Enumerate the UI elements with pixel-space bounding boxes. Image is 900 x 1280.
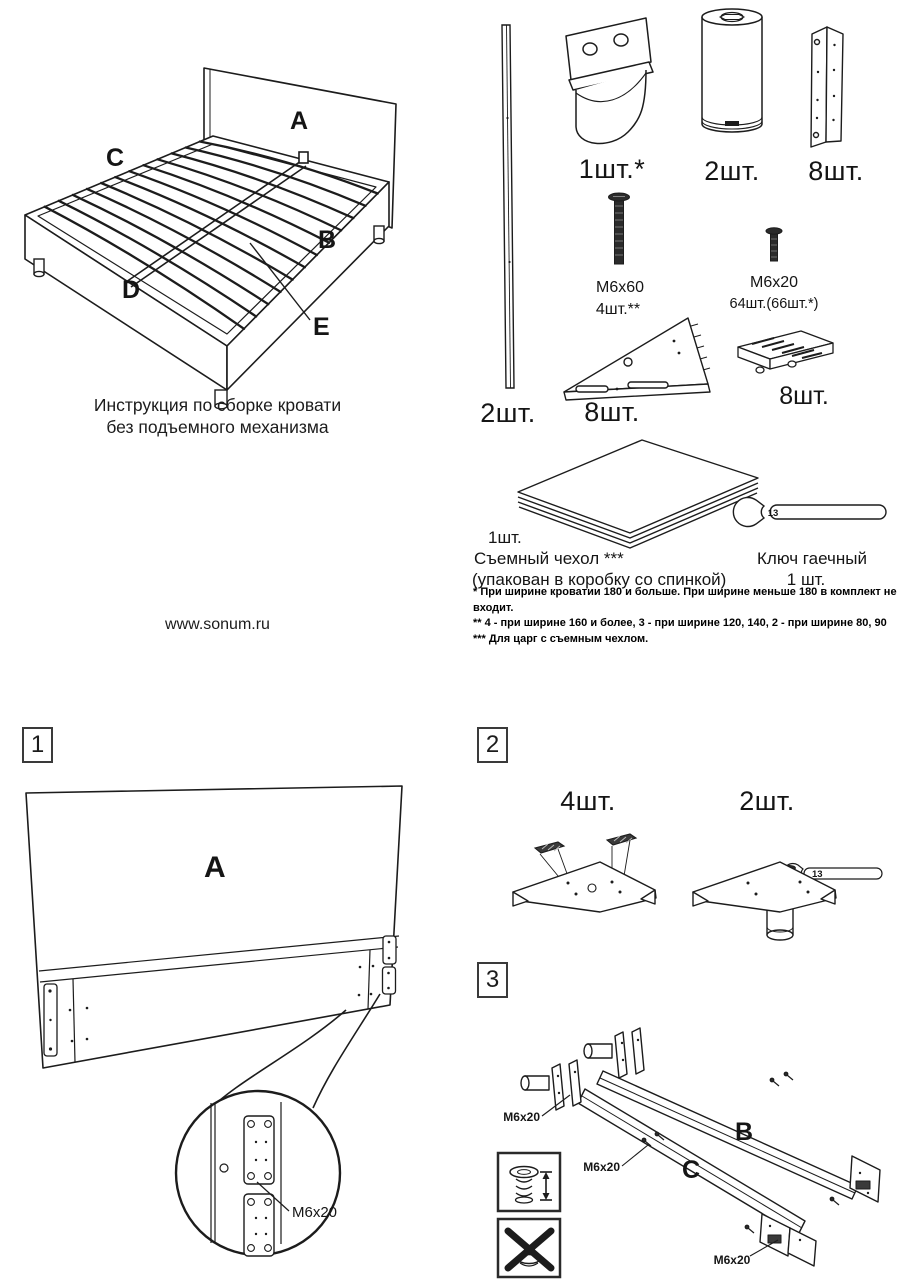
footnote-1: * При ширине кроватии 180 и больше. При ширине меньше 180 в комплект не входит. bbox=[473, 586, 897, 614]
gusset-qty: 8шт. bbox=[584, 397, 640, 427]
bolt-m6x60-icon bbox=[609, 193, 630, 264]
bed-overview-diagram bbox=[8, 8, 448, 368]
step1-number: 1 bbox=[22, 727, 53, 763]
wrench-size: 13 bbox=[767, 508, 779, 519]
wrench-icon bbox=[733, 498, 886, 527]
footnote-2: ** 4 - при ширине 160 и более, 3 - при ширине 120, 140, 2 - при ширине 80, 90 bbox=[473, 617, 887, 629]
step2-qty-legs: 2шт. bbox=[739, 786, 795, 816]
bracket-with-pads bbox=[513, 834, 656, 912]
step2-diagram bbox=[460, 770, 900, 955]
folded-cover-part bbox=[518, 440, 758, 548]
corner-qty: 8шт. bbox=[808, 156, 864, 186]
bolt-short-name: M6x20 bbox=[749, 274, 799, 291]
step1-bolt-label: M6x20 bbox=[292, 1204, 338, 1221]
warning-loose-screw bbox=[498, 1153, 560, 1211]
step3-bolt3-label: M6x20 bbox=[713, 1253, 751, 1267]
wrench-name: Ключ гаечный bbox=[757, 549, 867, 568]
step3-label-c: C bbox=[682, 1156, 701, 1184]
page-title bbox=[30, 395, 405, 438]
bolt-long-qty: 4шт.** bbox=[595, 301, 641, 318]
loose-screws bbox=[557, 1039, 869, 1241]
step1-headboard bbox=[26, 786, 402, 1068]
website-url: www.sonum.ru bbox=[165, 616, 270, 633]
step2-qty-pads: 4шт. bbox=[560, 786, 616, 816]
wrench-qty: 1 шт. bbox=[786, 570, 826, 589]
bolt-m6x20-icon bbox=[766, 228, 782, 261]
cover-qty: 1шт. bbox=[488, 528, 522, 547]
overview-label-e: E bbox=[313, 313, 330, 341]
step3-diagram bbox=[460, 988, 900, 1280]
gusset-bracket-part bbox=[564, 318, 710, 400]
pad-qty: 8шт. bbox=[779, 382, 829, 410]
corner-angle-part bbox=[811, 27, 843, 147]
bracket-with-leg bbox=[693, 862, 882, 940]
step1-diagram bbox=[8, 770, 448, 1275]
cover-name: Съемный чехол *** bbox=[474, 549, 624, 568]
cover-note: (упакован в коробку со спинкой) bbox=[472, 570, 727, 589]
bolt-long-name: M6x60 bbox=[595, 279, 645, 296]
ribbed-pad-part bbox=[738, 331, 833, 373]
cylinder-leg-part bbox=[702, 9, 762, 132]
flat-strip-part bbox=[502, 25, 514, 388]
step3-label-b: B bbox=[735, 1118, 754, 1146]
overview-label-c: C bbox=[106, 144, 125, 172]
hanger-qty: 1шт.* bbox=[578, 154, 646, 184]
bolt-short-qty: 64шт.(66шт.*) bbox=[729, 296, 819, 312]
strip-qty: 2шт. bbox=[480, 398, 536, 428]
overview-label-d: D bbox=[122, 276, 141, 304]
leg-qty: 2шт. bbox=[704, 156, 760, 186]
warning-no-full-tighten bbox=[498, 1219, 560, 1277]
footnote-3: *** Для царг с съемным чехлом. bbox=[473, 632, 649, 645]
step3-number: 3 bbox=[477, 962, 508, 998]
page-title-line2: без подъемного механизма bbox=[106, 416, 329, 437]
step3-bolt2-label: M6x20 bbox=[583, 1160, 620, 1174]
overview-label-a: A bbox=[290, 107, 309, 135]
footnotes bbox=[473, 585, 898, 647]
step3-bolt1-label: M6x20 bbox=[503, 1110, 540, 1124]
hanger-bracket-part bbox=[566, 18, 653, 143]
step2-number: 2 bbox=[477, 727, 508, 763]
overview-label-b: B bbox=[318, 226, 337, 254]
parts-list bbox=[460, 0, 900, 650]
step2-wrench-size: 13 bbox=[812, 869, 823, 880]
step1-label-a: A bbox=[204, 851, 226, 884]
page-title-line1: Инструкция по сборке кровати bbox=[93, 395, 342, 415]
